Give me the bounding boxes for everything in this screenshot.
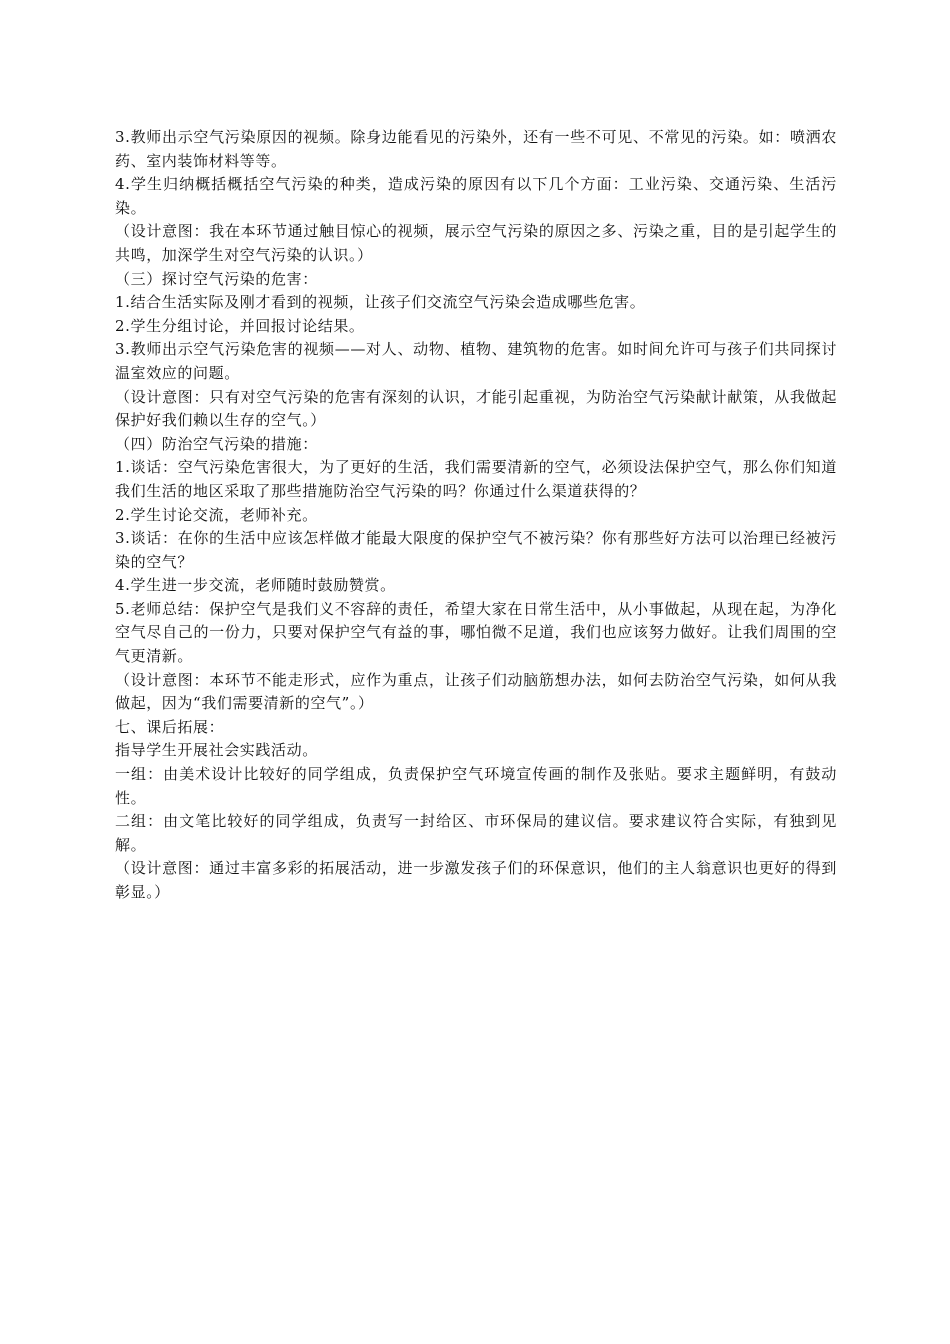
- paragraph-design-intent-4: （设计意图：通过丰富多彩的拓展活动，进一步激发孩子们的环保意识，他们的主人翁意识也更好的得到彰显。）: [115, 859, 837, 901]
- paragraph-design-intent-1: （设计意图：我在本环节通过触目惊心的视频，展示空气污染的原因之多、污染之重，目的是引起学生的共鸣，加深学生对空气污染的认识。）: [115, 222, 837, 264]
- paragraph-extension-intro: 指导学生开展社会实践活动。: [115, 741, 318, 760]
- paragraph-measures-2: 2.学生讨论交流，老师补充。: [115, 505, 318, 524]
- paragraph-measures-1: 1.谈话：空气污染危害很大，为了更好的生活，我们需要清新的空气，必须设法保护空气，那么你们知道我们生活的地区采取了那些措施防治空气污染的吗？你通过什么渠道获得的？: [115, 458, 837, 500]
- paragraph-design-intent-3: （设计意图：本环节不能走形式，应作为重点，让孩子们动脑筋想办法，如何去防治空气污染，如何从我做起，因为“我们需要清新的空气”。）: [115, 670, 837, 713]
- paragraph-measures-5: 5.老师总结：保护空气是我们义不容辞的责任，希望大家在日常生活中，从小事做起，从现在起，为净化空气尽自己的一份力，只要对保护空气有益的事，哪怕微不足道，我们也应该努力做好。让我们周围的空气更清新。: [115, 599, 837, 666]
- section-heading-measures: （四）防治空气污染的措施：: [115, 434, 318, 453]
- paragraph-video-causes: 3.教师出示空气污染原因的视频。除身边能看见的污染外，还有一些不可见、不常见的污染。如：喷洒农药、室内装饰材料等等。: [115, 128, 837, 170]
- paragraph-harms-1: 1.结合生活实际及刚才看到的视频，让孩子们交流空气污染会造成哪些危害。: [115, 293, 646, 312]
- section-heading-extension: 七、课后拓展：: [115, 717, 225, 736]
- paragraph-harms-2: 2.学生分组讨论，并回报讨论结果。: [115, 316, 365, 335]
- paragraph-pollution-types: 4.学生归纳概括概括空气污染的种类，造成污染的原因有以下几个方面：工业污染、交通污染、生活污染。: [115, 175, 837, 217]
- paragraph-group-1: 一组：由美术设计比较好的同学组成，负责保护空气环境宣传画的制作及张贴。要求主题鲜明，有鼓动性。: [115, 765, 837, 807]
- paragraph-measures-3: 3.谈话：在你的生活中应该怎样做才能最大限度的保护空气不被污染？你有那些好方法可以治理已经被污染的空气？: [115, 529, 837, 571]
- paragraph-group-2: 二组：由文笔比较好的同学组成，负责写一封给区、市环保局的建议信。要求建议符合实际，有独到见解。: [115, 812, 837, 854]
- paragraph-harms-3: 3.教师出示空气污染危害的视频——对人、动物、植物、建筑物的危害。如时间允许可与孩子们共同探讨温室效应的问题。: [115, 340, 837, 382]
- paragraph-design-intent-2: （设计意图：只有对空气污染的危害有深刻的认识，才能引起重视，为防治空气污染献计献策，从我做起保护好我们赖以生存的空气。）: [115, 387, 837, 430]
- section-heading-harms: （三）探讨空气污染的危害：: [115, 269, 318, 288]
- paragraph-measures-4: 4.学生进一步交流，老师随时鼓励赞赏。: [115, 576, 396, 595]
- document-page: [115, 126, 837, 905]
